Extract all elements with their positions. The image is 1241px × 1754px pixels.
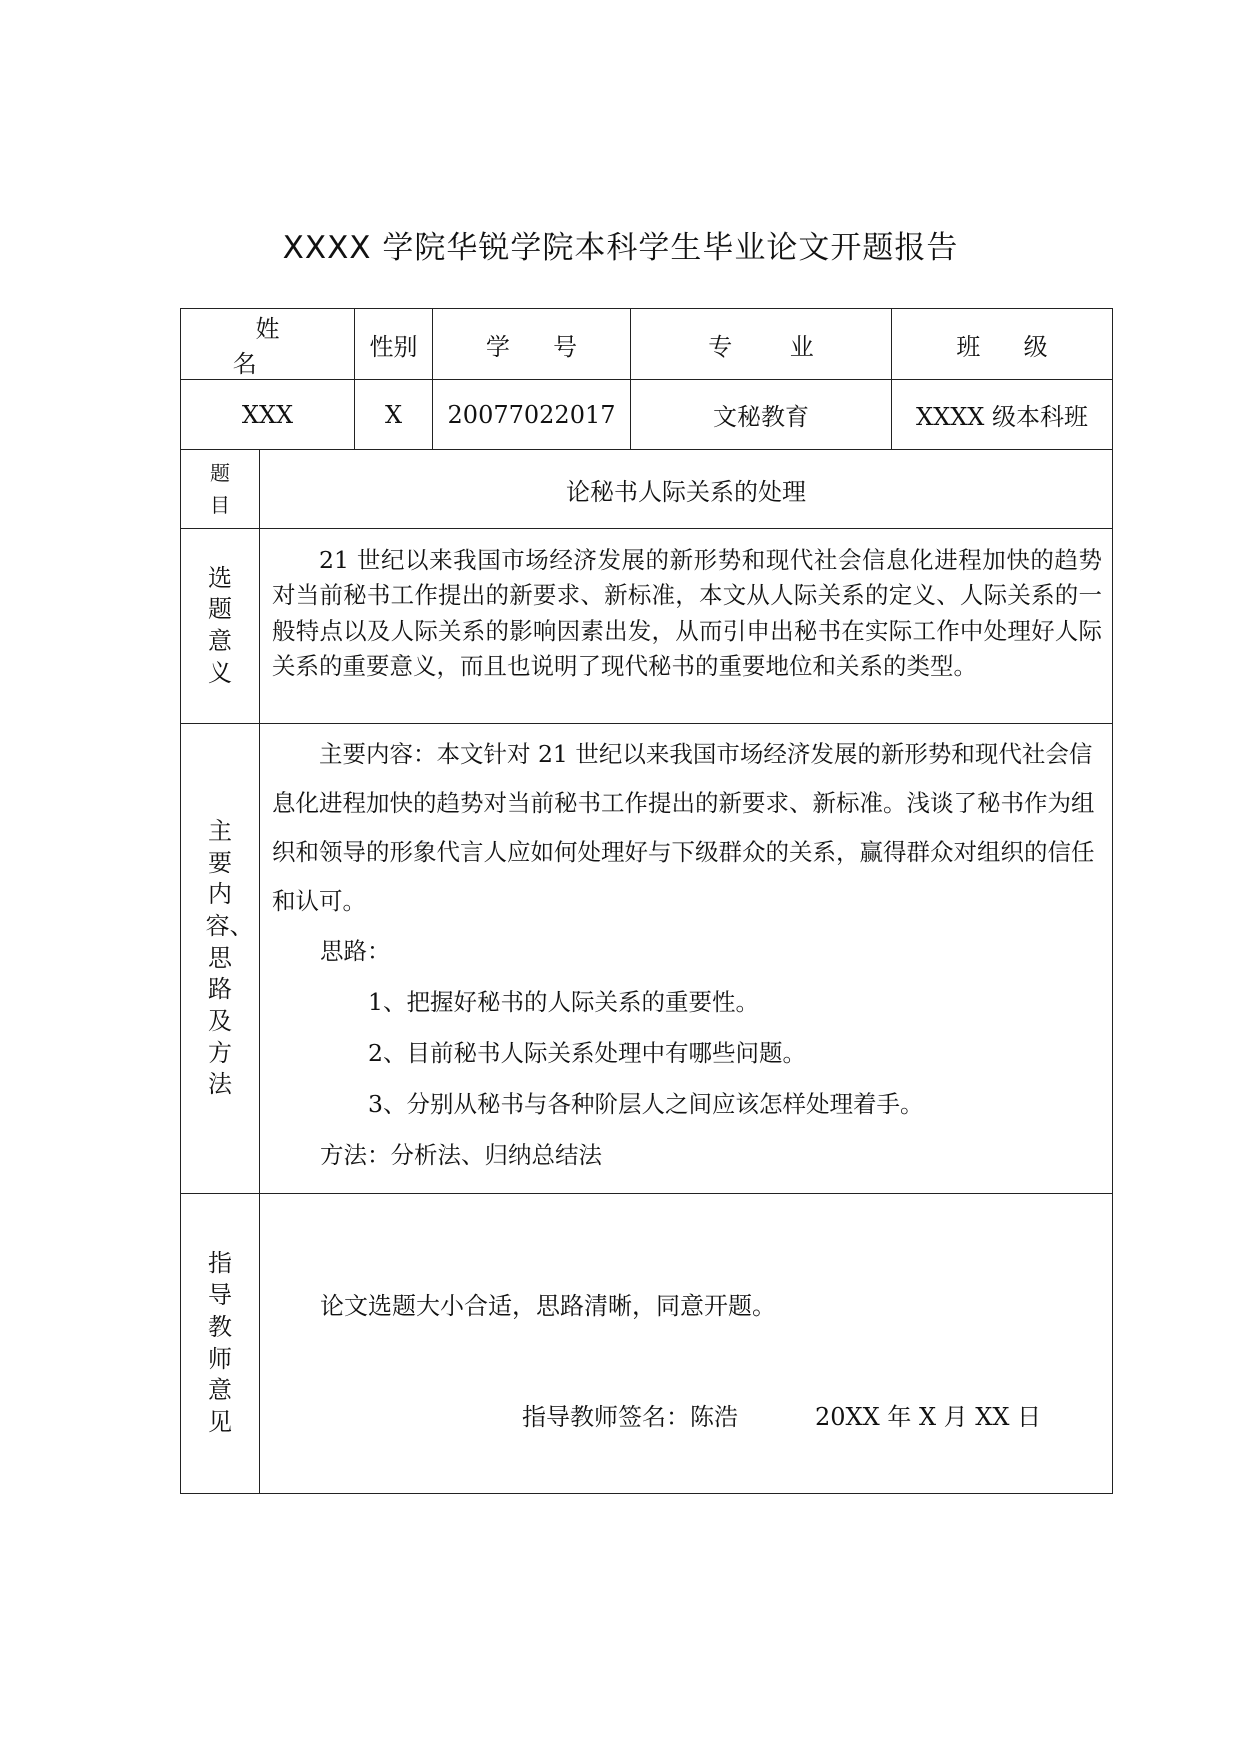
approach-label: 思路： (320, 937, 391, 965)
student-gender: X (355, 380, 433, 450)
document-title: XXXX 学院华锐学院本科学生毕业论文开题报告 (282, 230, 959, 266)
header-row (181, 309, 1113, 380)
approach-step-1: 1、把握好秘书的人际关系的重要性。 (368, 988, 759, 1016)
content-row (181, 724, 1113, 1194)
topic-value: 论秘书人际关系的处理 (260, 450, 1113, 529)
student-id-header: 学号 (433, 309, 631, 380)
major-header: 专业 (631, 309, 892, 380)
opinion-cell (260, 1194, 1113, 1494)
opinion-label: 指导教师意见 (181, 1194, 260, 1494)
approach-step-3: 3、分别从秘书与各种阶层人之间应该怎样处理着手。 (368, 1090, 924, 1118)
student-class: XXXX 级本科班 (892, 380, 1113, 450)
student-id: 20077022017 (433, 380, 631, 450)
student-name: XXX (181, 380, 355, 450)
opinion-text: 论文选题大小合适，思路清晰，同意开题。 (320, 1292, 776, 1320)
opinion-date: 20XX 年 X 月 XX 日 (815, 1403, 1042, 1431)
name-header: 姓名 (181, 309, 355, 380)
gender-header: 性别 (355, 309, 433, 380)
topic-label: 题目 (181, 450, 260, 529)
content-text (260, 724, 1113, 1194)
topic-row (181, 450, 1113, 529)
content-label: 主要内容、思路及方法 (181, 724, 260, 1194)
significance-text: 21 世纪以来我国市场经济发展的新形势和现代社会信息化进程加快的趋势对当前秘书工作提出的新要求、新标准，本文从人际关系的定义、人际关系的一般特点以及人际关系的影响因素出发，从而引申出秘书在实际工作中处理好人际关系的重要意义，而且也说明了现代秘书的重要地位和关系的类型。 (260, 529, 1113, 724)
significance-label: 选题意义 (181, 529, 260, 724)
class-header: 班级 (892, 309, 1113, 380)
opinion-row (181, 1194, 1113, 1494)
advisor-signature: 指导教师签名：陈浩 (522, 1403, 738, 1431)
student-info-row (181, 380, 1113, 450)
approach-step-2: 2、目前秘书人际关系处理中有哪些问题。 (368, 1039, 806, 1067)
student-major: 文秘教育 (631, 380, 892, 450)
proposal-form-table (180, 308, 1113, 1494)
content-main-text: 主要内容：本文针对 21 世纪以来我国市场经济发展的新形势和现代社会信息化进程加快的趋势对当前秘书工作提出的新要求、新标准。浅谈了秘书作为组织和领导的形象代言人应如何处理好与下级群众的关系，赢得群众对组织的信任和认可。 (272, 740, 1095, 915)
significance-row (181, 529, 1113, 724)
method-text: 方法：分析法、归纳总结法 (320, 1141, 602, 1169)
